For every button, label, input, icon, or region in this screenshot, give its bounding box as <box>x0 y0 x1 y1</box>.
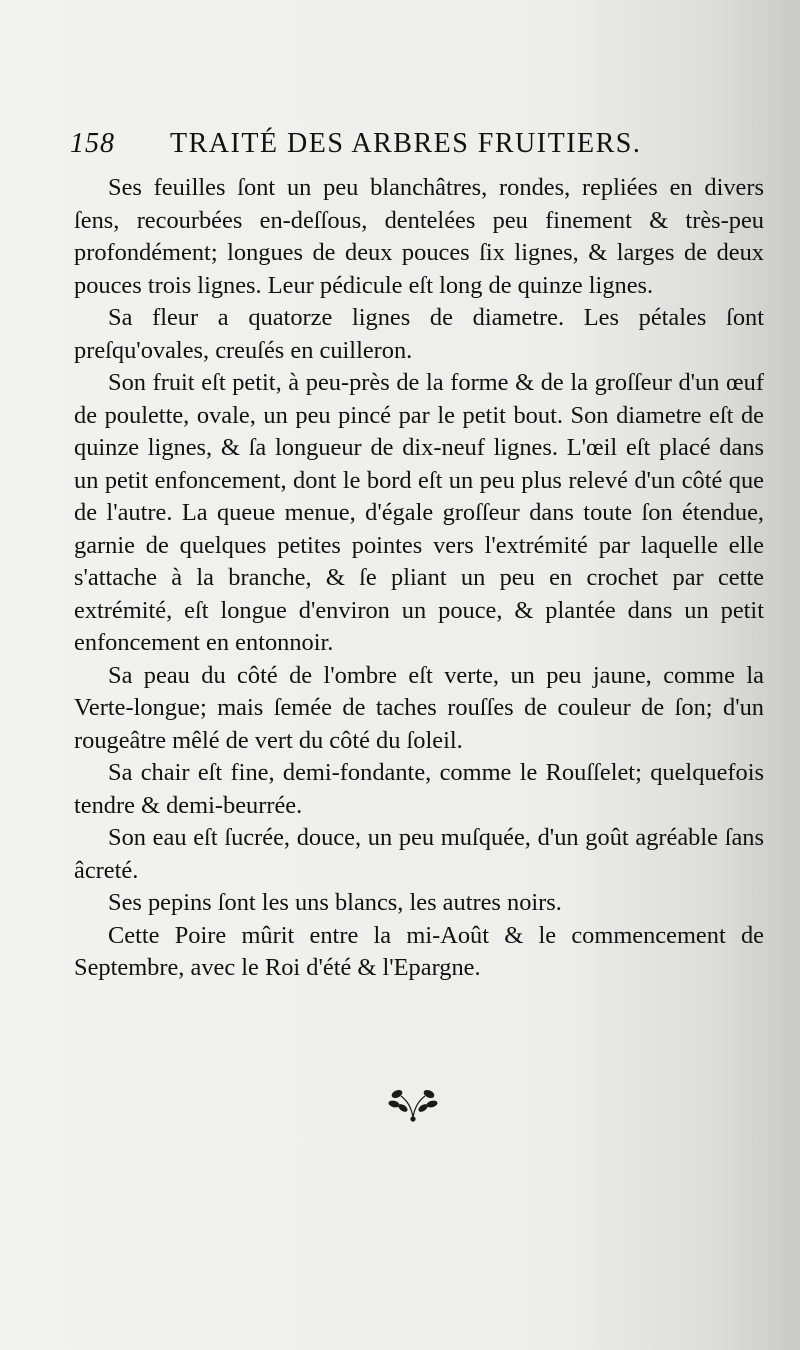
paragraph-ripening: Cette Poire mûrit entre la mi-Août & le commencement de Septembre, avec le Roi d'été & l'Epargne. <box>74 921 764 981</box>
body-text <box>74 172 764 985</box>
paragraph-flower: Sa fleur a quatorze lignes de diametre. Les pétales ſont preſqu'ovales, creuſés en cuilleron. <box>74 304 764 364</box>
paragraph-fruit: Son fruit eſt petit, à peu-près de la forme & de la groſſeur d'un œuf de poulette, ovale, un peu pincé par le petit bout. Son diametre eſt de quinze lignes, & ſa longueur de dix-neuf lignes. L'œil eſt placé dans un petit enfoncement, dont le bord eſt un peu plus relevé d'un côté que de l'autre. La queue menue, d'égale groſſeur dans toute ſon étendue, garnie de quelques petites pointes vers l'extrémité par laquelle elle s'attache à la branche, & ſe pliant un peu en crochet par cette extrémité, eſt longue d'environ un pouce, & plantée dans un petit enfoncement en entonnoir. <box>74 369 764 656</box>
floral-ornament-icon <box>385 1088 441 1122</box>
page-number: 158 <box>70 128 115 159</box>
paragraph-seeds: Ses pepins ſont les uns blancs, les autres noirs. <box>108 889 562 916</box>
running-head <box>70 128 670 168</box>
paragraph-leaves: Ses feuilles ſont un peu blanchâtres, rondes, repliées en divers ſens, recourbées en-deſſous, dentelées peu finement & très-peu profondément; longues de deux pouces ſix lignes, & larges de deux pouces trois lignes. Leur pédicule eſt long de quinze lignes. <box>74 174 764 299</box>
paragraph-skin: Sa peau du côté de l'ombre eſt verte, un peu jaune, comme la Verte-longue; mais ſemée de taches rouſſes de couleur de ſon; d'un rougeâtre mêlé de vert du côté du ſoleil. <box>74 661 764 754</box>
page-title: TRAITÉ DES ARBRES FRUITIERS. <box>170 128 642 159</box>
paragraph-juice: Son eau eſt ſucrée, douce, un peu muſquée, d'un goût agréable ſans âcreté. <box>74 824 764 884</box>
paragraph-flesh: Sa chair eſt fine, demi-fondante, comme le Rouſſelet; quelquefois tendre & demi-beurrée. <box>74 759 764 819</box>
